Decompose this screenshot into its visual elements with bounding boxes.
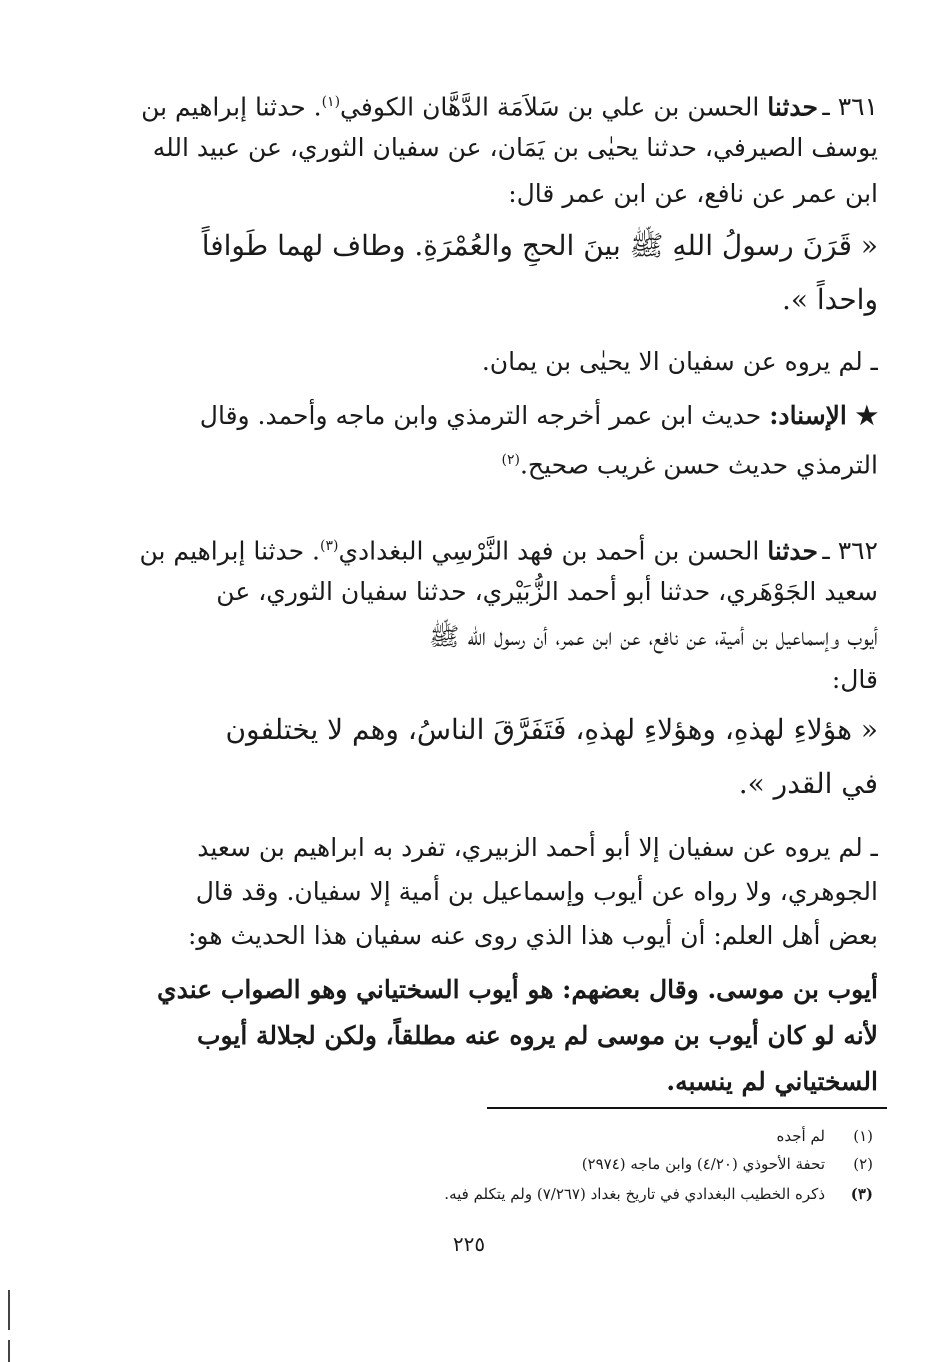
hadith-opening: حدثنا [767, 536, 818, 566]
hadith-361-isnad-2 [138, 440, 878, 485]
isnad-label: ★ الإسناد: [769, 401, 878, 430]
hadith-362-quote-2: في القدر ». [738, 767, 878, 800]
hadith-362-bold-2: لأنه لو كان أيوب بن موسى لم يروه عنه مطلقاً، ولكن لجلالة أيوب [196, 1021, 878, 1050]
hadith-opening: حدثنا [767, 92, 818, 122]
footnote-ref: (٢) [501, 452, 520, 468]
footnote-ref: (١) [321, 94, 341, 110]
isnad-text: حديث ابن عمر أخرجه الترمذي وابن ماجه وأحمد. وقال [199, 401, 770, 430]
hadith-361-line-3: ابن عمر عن نافع، عن ابن عمر قال: [508, 179, 878, 208]
hadith-361-isnad-1 [138, 396, 878, 436]
isnad-text: الترمذي حديث حسن غريب صحيح. [519, 450, 878, 480]
footnote-number: (١) [853, 1127, 873, 1145]
hadith-362-quote-1: « هؤلاءِ لهذهِ، وهؤلاءِ لهذهِ، فَتَفَرَّقَ الناسُ، وهم لا يختلفون [225, 713, 878, 746]
hadith-362-bold-3: السختياني لم ينسبه. [666, 1067, 878, 1096]
hadith-361-note: ـ لم يروه عن سفيان الا يحيٰى بن يمان. [481, 347, 878, 376]
footnote-text: ذكره الخطيب البغدادي في تاريخ بغداد (٧/٢٦٧) ولم يتكلم فيه. [444, 1185, 825, 1203]
hadith-361-line-1 [78, 82, 878, 127]
scan-edge-mark [8, 1290, 10, 1330]
hadith-text: الحسن بن علي بن سَلاَمَة الدَّهَّان الكوفي [340, 92, 768, 122]
hadith-number: ٣٦١ ـ [822, 92, 878, 122]
hadith-number: ٣٦٢ ـ [822, 536, 878, 566]
hadith-362-line-1 [78, 526, 878, 571]
hadith-362-line-4: قال: [831, 665, 878, 694]
hadith-361-line-2: يوسف الصيرفي، حدثنا يحيٰى بن يَمَان، عن سفيان الثوري، عن عبيد الله [152, 133, 878, 162]
page-number: ٢٢٥ [452, 1232, 486, 1256]
hadith-361-quote-1: « قَرَنَ رسولُ اللهِ ﷺ بينَ الحجِ والعُمْرَةِ. وطاف لهما طَوافاً [201, 229, 878, 262]
hadith-362-line-2: سعيد الجَوْهَري، حدثنا أبو أحمد الزُّبَيْري، حدثنا سفيان الثوري، عن [216, 577, 878, 606]
footnote-number: (٢) [853, 1155, 873, 1173]
hadith-362-note-2: الجوهري، ولا رواه عن أيوب وإسماعيل بن أمية إلا سفيان. وقد قال [195, 877, 878, 906]
footnote-3 [353, 1181, 873, 1207]
footnote-divider [487, 1107, 887, 1109]
hadith-text: . حدثنا إبراهيم بن [139, 536, 320, 566]
footnote-ref: (٣) [319, 538, 339, 554]
hadith-362-bold-1: أيوب بن موسى. وقال بعضهم: هو أيوب السختياني وهو الصواب عندي [157, 975, 878, 1004]
scan-edge-mark [8, 1340, 10, 1362]
hadith-361-quote-2: واحداً ». [781, 283, 878, 316]
footnote-number: (٣) [850, 1185, 873, 1203]
hadith-text: الحسن بن أحمد بن فهد النَّرْسِي البغدادي [338, 536, 768, 566]
hadith-362-note-1: ـ لم يروه عن سفيان إلا أبو أحمد الزبيري، تفرد به ابراهيم بن سعيد [197, 833, 878, 862]
hadith-362-line-3: أيوب وإسماعيل بن أمية، عن نافع، عن ابن عمر، أن رسول الله ﷺ [429, 622, 878, 651]
hadith-362-note-3: بعض أهل العلم: أن أيوب هذا الذي روى عنه سفيان هذا الحديث هو: [188, 921, 878, 950]
footnote-2 [353, 1151, 873, 1177]
footnote-text: لم أجده [776, 1127, 825, 1145]
hadith-text: . حدثنا إبراهيم بن [141, 92, 322, 122]
footnote-1 [353, 1123, 873, 1149]
footnote-text: تحفة الأحوذي (٤/٢٠) وابن ماجه (٢٩٧٤) [581, 1155, 825, 1173]
